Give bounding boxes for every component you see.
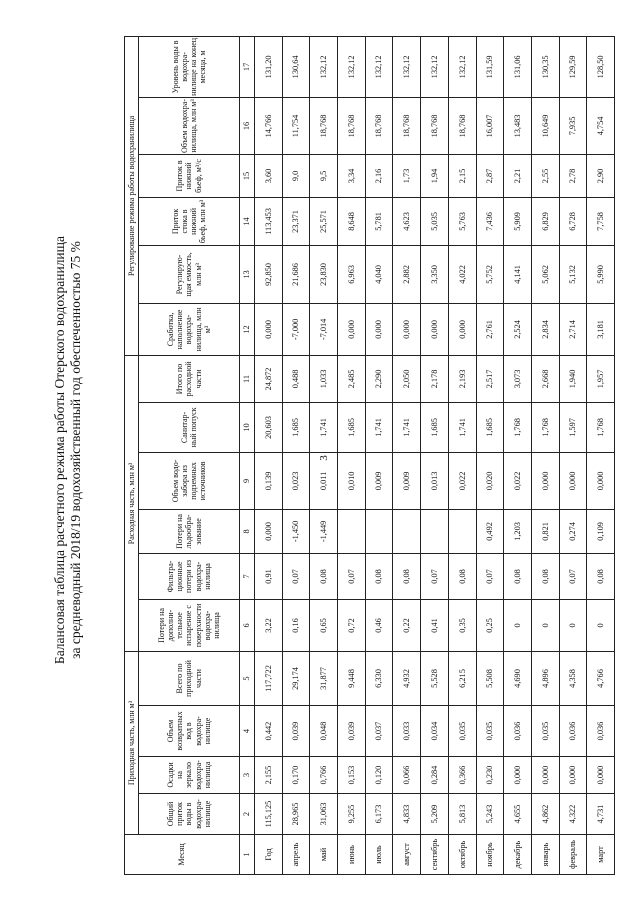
column-header-row — [139, 36, 240, 874]
col-header: Фильтра- ционные потери из водохра- нилища — [139, 553, 240, 599]
table-cell: 2,524 — [504, 303, 532, 355]
column-number-cell: 14 — [240, 197, 255, 245]
table-cell: 0,036 — [587, 706, 615, 757]
column-number-cell: 1 — [240, 835, 255, 875]
table-cell: 28,965 — [282, 794, 310, 835]
column-number-row — [240, 36, 255, 874]
col-header: Объем возвратных вод в водохра- нилище — [139, 706, 240, 757]
table-cell: 0,033 — [393, 706, 421, 757]
table-cell: 2,87 — [476, 154, 504, 197]
table-cell: 1,741 — [365, 402, 393, 452]
table-cell: 2,55 — [531, 154, 559, 197]
table-cell: 0,036 — [559, 706, 587, 757]
table-cell: 21,686 — [282, 245, 310, 303]
table-cell: 16,007 — [476, 97, 504, 154]
page-number: 3 — [318, 455, 330, 461]
table-cell: 0 — [587, 599, 615, 651]
table-cell: 0,492 — [476, 509, 504, 553]
table-cell: 0,230 — [476, 757, 504, 794]
table-cell: 0,07 — [421, 553, 449, 599]
col-header-month: Месяц — [125, 835, 240, 875]
table-cell: 9,0 — [282, 154, 310, 197]
table-cell: 4,862 — [531, 794, 559, 835]
table-cell: 0,274 — [559, 509, 587, 553]
column-number-cell: 4 — [240, 706, 255, 757]
table-cell: 4,040 — [365, 245, 393, 303]
table-cell: -7,014 — [310, 303, 338, 355]
table-cell — [338, 509, 366, 553]
table-cell: 0,08 — [393, 553, 421, 599]
table-cell: 29,174 — [282, 651, 310, 705]
table-cell: 1,685 — [421, 402, 449, 452]
table-cell: 5,528 — [421, 651, 449, 705]
month-cell: октябрь — [448, 835, 476, 875]
table-cell: 18,768 — [365, 97, 393, 154]
table-cell: 5,243 — [476, 794, 504, 835]
table-cell: 0,41 — [421, 599, 449, 651]
table-cell: 1,685 — [476, 402, 504, 452]
table-cell: 0,000 — [504, 757, 532, 794]
table-cell: 11,754 — [282, 97, 310, 154]
table-cell: 1,957 — [587, 355, 615, 402]
table-cell: 24,872 — [255, 355, 283, 402]
column-number-cell: 6 — [240, 599, 255, 651]
col-header: Регулирую- щая емкость, млн м³ — [139, 245, 240, 303]
table-cell: 8,648 — [338, 197, 366, 245]
month-cell: февраль — [559, 835, 587, 875]
table-cell: 4,022 — [448, 245, 476, 303]
table-cell: 0,153 — [338, 757, 366, 794]
table-cell: 0,000 — [448, 303, 476, 355]
table-cell: 5,763 — [448, 197, 476, 245]
table-cell: 0,139 — [255, 452, 283, 509]
table-row — [531, 36, 559, 874]
table-cell: 0,35 — [448, 599, 476, 651]
table-cell: 0,08 — [310, 553, 338, 599]
table-cell: 0 — [559, 599, 587, 651]
column-number-cell: 2 — [240, 794, 255, 835]
table-cell: 132,12 — [365, 36, 393, 97]
table-cell: 6,330 — [365, 651, 393, 705]
col-header: Всего по приходной части — [139, 651, 240, 705]
col-header: Санитар- ный попуск — [139, 402, 240, 452]
month-cell: январь — [531, 835, 559, 875]
table-cell: 9,255 — [338, 794, 366, 835]
table-cell: 0,000 — [255, 509, 283, 553]
month-cell: август — [393, 835, 421, 875]
table-cell: 2,834 — [531, 303, 559, 355]
table-cell: 0,07 — [338, 553, 366, 599]
table-cell: 18,768 — [448, 97, 476, 154]
group-header-row — [125, 36, 139, 874]
table-cell: 10,649 — [531, 97, 559, 154]
table-cell: 23,830 — [310, 245, 338, 303]
document-subtitle: за средневодный 2018/19 водохозяйственный год обеспеченностью 75 % — [68, 241, 83, 659]
table-cell: 0,46 — [365, 599, 393, 651]
table-cell: 0,010 — [338, 452, 366, 509]
group-header-expense: Расходная часть, млн м³ — [125, 355, 139, 651]
table-cell: 0,037 — [365, 706, 393, 757]
month-cell: июнь — [338, 835, 366, 875]
table-cell: 0,039 — [338, 706, 366, 757]
table-cell: 1,94 — [421, 154, 449, 197]
table-cell: 92,850 — [255, 245, 283, 303]
table-cell: 3,073 — [504, 355, 532, 402]
table-cell: 1,203 — [504, 509, 532, 553]
table-cell: 0,000 — [393, 303, 421, 355]
table-cell: 132,12 — [338, 36, 366, 97]
table-cell: 0,009 — [365, 452, 393, 509]
table-cell: 2,15 — [448, 154, 476, 197]
column-number-cell: 15 — [240, 154, 255, 197]
table-cell: 0,000 — [531, 452, 559, 509]
table-cell: 0,442 — [255, 706, 283, 757]
table-row — [393, 36, 421, 874]
column-number-cell: 17 — [240, 36, 255, 97]
table-cell: 0,009 — [393, 452, 421, 509]
column-number-cell: 9 — [240, 452, 255, 509]
table-cell: 1,768 — [531, 402, 559, 452]
col-header: Приток стока в нижний бьеф, млн м³ — [139, 197, 240, 245]
table-cell: 0,65 — [310, 599, 338, 651]
table-cell: 0,000 — [559, 452, 587, 509]
table-cell: 0,000 — [421, 303, 449, 355]
table-cell: 2,78 — [559, 154, 587, 197]
month-cell: ноябрь — [476, 835, 504, 875]
table-cell: 131,20 — [255, 36, 283, 97]
table-row — [255, 36, 283, 874]
table-cell: 130,64 — [282, 36, 310, 97]
table-cell — [365, 509, 393, 553]
table-cell: 3,181 — [587, 303, 615, 355]
table-cell: 0,022 — [448, 452, 476, 509]
table-cell: 0,07 — [476, 553, 504, 599]
table-cell: 4,322 — [559, 794, 587, 835]
table-cell: 4,754 — [587, 97, 615, 154]
table-cell: 1,741 — [393, 402, 421, 452]
column-number-cell: 5 — [240, 651, 255, 705]
month-cell: май — [310, 835, 338, 875]
table-cell: 25,571 — [310, 197, 338, 245]
table-cell: 115,125 — [255, 794, 283, 835]
table-cell: 4,623 — [393, 197, 421, 245]
table-cell: 4,358 — [559, 651, 587, 705]
table-cell: 1,685 — [282, 402, 310, 452]
table-row — [476, 36, 504, 874]
table-cell: 2,485 — [338, 355, 366, 402]
table-cell: 6,963 — [338, 245, 366, 303]
table-cell: 20,603 — [255, 402, 283, 452]
col-header: Осадки на зеркало водохра- нилища — [139, 757, 240, 794]
table-cell: 14,766 — [255, 97, 283, 154]
table-cell: 2,155 — [255, 757, 283, 794]
column-number-cell: 3 — [240, 757, 255, 794]
table-cell: 18,768 — [421, 97, 449, 154]
table-cell: 0,08 — [365, 553, 393, 599]
table-cell: 18,768 — [338, 97, 366, 154]
table-cell: 4,655 — [504, 794, 532, 835]
table-cell: 0 — [531, 599, 559, 651]
table-cell: 1,033 — [310, 355, 338, 402]
table-cell: 132,12 — [421, 36, 449, 97]
table-cell: 2,761 — [476, 303, 504, 355]
group-header-income: Приходная часть, млн м³ — [125, 651, 139, 834]
table-cell: 132,12 — [393, 36, 421, 97]
table-cell: 3,60 — [255, 154, 283, 197]
table-cell: 0,07 — [559, 553, 587, 599]
table-body — [255, 36, 615, 874]
table-cell: 5,132 — [559, 245, 587, 303]
table-cell: 5,035 — [421, 197, 449, 245]
table-cell: 131,59 — [476, 36, 504, 97]
table-cell — [421, 509, 449, 553]
table-cell: 0,000 — [559, 757, 587, 794]
table-cell: 5,781 — [365, 197, 393, 245]
table-cell: 1,597 — [559, 402, 587, 452]
table-cell: 0,08 — [448, 553, 476, 599]
table-cell: 2,714 — [559, 303, 587, 355]
table-cell: 5,752 — [476, 245, 504, 303]
table-row — [448, 36, 476, 874]
table-cell: 0,023 — [282, 452, 310, 509]
table-cell: 4,833 — [393, 794, 421, 835]
table-row — [338, 36, 366, 874]
table-cell: 7,758 — [587, 197, 615, 245]
group-header-regulation: Регулирование режима работы водохранилища — [125, 36, 139, 355]
table-cell: 0,011 — [310, 452, 338, 509]
table-cell: 0,048 — [310, 706, 338, 757]
table-cell: 0,766 — [310, 757, 338, 794]
col-header: Потери на льдообра- зование — [139, 509, 240, 553]
table-cell: 6,829 — [531, 197, 559, 245]
table-cell: 5,909 — [504, 197, 532, 245]
table-cell: 0,035 — [448, 706, 476, 757]
month-cell: Год — [255, 835, 283, 875]
table-cell: 0,07 — [282, 553, 310, 599]
table-cell: 4,141 — [504, 245, 532, 303]
column-number-cell: 12 — [240, 303, 255, 355]
table-cell: 0,039 — [282, 706, 310, 757]
column-number-cell: 8 — [240, 509, 255, 553]
col-header: Объем водохра- нилища, млн м³ — [139, 97, 240, 154]
table-cell: 2,050 — [393, 355, 421, 402]
table-cell: -1,450 — [282, 509, 310, 553]
balance-table — [124, 36, 615, 875]
table-cell: 2,668 — [531, 355, 559, 402]
table-cell: 5,508 — [476, 651, 504, 705]
column-number-cell: 13 — [240, 245, 255, 303]
table-cell: 0,109 — [587, 509, 615, 553]
month-cell: сентябрь — [421, 835, 449, 875]
table-cell: 0,034 — [421, 706, 449, 757]
table-cell: 2,90 — [587, 154, 615, 197]
table-cell: 0,16 — [282, 599, 310, 651]
table-cell: 2,193 — [448, 355, 476, 402]
table-cell: 6,728 — [559, 197, 587, 245]
column-number-cell: 11 — [240, 355, 255, 402]
table-cell: 5,990 — [587, 245, 615, 303]
table-cell: 1,741 — [310, 402, 338, 452]
table-cell: 129,59 — [559, 36, 587, 97]
col-header: Объем водо- забора из подземных источников — [139, 452, 240, 509]
month-cell: апрель — [282, 835, 310, 875]
col-header: Потери на дополни- тельное испарение с поверхности водохра- нилища — [139, 599, 240, 651]
table-cell: 2,16 — [365, 154, 393, 197]
table-cell: 130,35 — [531, 36, 559, 97]
table-cell: 2,290 — [365, 355, 393, 402]
col-header: Уровень воды в водохра- нилище на конец месяца, м — [139, 36, 240, 97]
table-cell: 0,821 — [531, 509, 559, 553]
table-cell: 0,72 — [338, 599, 366, 651]
table-row — [559, 36, 587, 874]
table-cell: 0,08 — [587, 553, 615, 599]
table-cell: 0,488 — [282, 355, 310, 402]
table-row — [504, 36, 532, 874]
table-cell: 0,000 — [531, 757, 559, 794]
table-cell: 2,21 — [504, 154, 532, 197]
col-header: Приток в нижний бьеф, м³/с — [139, 154, 240, 197]
table-cell: 132,12 — [448, 36, 476, 97]
table-cell: 128,50 — [587, 36, 615, 97]
table-cell: 18,768 — [393, 97, 421, 154]
table-cell: 0,08 — [531, 553, 559, 599]
table-row — [310, 36, 338, 874]
table-cell: 7,935 — [559, 97, 587, 154]
table-row — [365, 36, 393, 874]
table-cell: 0,000 — [338, 303, 366, 355]
table-cell: 0,08 — [504, 553, 532, 599]
table-cell: 0,066 — [393, 757, 421, 794]
table-cell: 3,34 — [338, 154, 366, 197]
table-cell: 1,73 — [393, 154, 421, 197]
table-cell: 6,173 — [365, 794, 393, 835]
table-row — [421, 36, 449, 874]
table-cell: 9,448 — [338, 651, 366, 705]
month-cell: июль — [365, 835, 393, 875]
table-cell: 3,22 — [255, 599, 283, 651]
table-cell: 0,035 — [476, 706, 504, 757]
table-cell: 0,22 — [393, 599, 421, 651]
table-cell: 0,91 — [255, 553, 283, 599]
table-cell: 5,209 — [421, 794, 449, 835]
table-cell: -7,000 — [282, 303, 310, 355]
table-cell: 132,12 — [310, 36, 338, 97]
table-cell: 5,062 — [531, 245, 559, 303]
col-header: Общий приток воды в водохра- нилище — [139, 794, 240, 835]
column-number-cell: 7 — [240, 553, 255, 599]
table-cell: 1,685 — [338, 402, 366, 452]
table-cell: 0,25 — [476, 599, 504, 651]
table-cell: 0,366 — [448, 757, 476, 794]
table-cell — [448, 509, 476, 553]
table-cell: 0,035 — [531, 706, 559, 757]
col-header: Сработка, наполнение водохра- нилища, млн м³ — [139, 303, 240, 355]
table-cell: 31,877 — [310, 651, 338, 705]
table-cell: 131,06 — [504, 36, 532, 97]
table-cell: 7,436 — [476, 197, 504, 245]
table-cell: 0,036 — [504, 706, 532, 757]
table-cell: 6,215 — [448, 651, 476, 705]
table-cell: 2,882 — [393, 245, 421, 303]
document-title: Балансовая таблица расчетного режима работы Отерского водохранилища — [52, 235, 67, 665]
table-cell: 1,768 — [504, 402, 532, 452]
table-cell: 0,120 — [365, 757, 393, 794]
table-cell: 4,731 — [587, 794, 615, 835]
month-cell: декабрь — [504, 835, 532, 875]
table-cell: 1,768 — [587, 402, 615, 452]
column-number-cell: 10 — [240, 402, 255, 452]
table-cell: 0,170 — [282, 757, 310, 794]
table-cell: 0,284 — [421, 757, 449, 794]
table-cell: 2,178 — [421, 355, 449, 402]
table-cell: 0,020 — [476, 452, 504, 509]
table-cell: 0,013 — [421, 452, 449, 509]
table-cell: 13,483 — [504, 97, 532, 154]
table-cell: 0,000 — [587, 757, 615, 794]
table-cell: 1,940 — [559, 355, 587, 402]
table-row — [587, 36, 615, 874]
table-cell: 2,517 — [476, 355, 504, 402]
table-cell — [393, 509, 421, 553]
table-cell: 117,722 — [255, 651, 283, 705]
table-cell: 4,932 — [393, 651, 421, 705]
table-cell: 4,690 — [504, 651, 532, 705]
table-cell: -1,449 — [310, 509, 338, 553]
table-cell: 3,350 — [421, 245, 449, 303]
table-cell: 0,022 — [504, 452, 532, 509]
table-cell: 31,063 — [310, 794, 338, 835]
table-cell: 5,813 — [448, 794, 476, 835]
table-cell: 113,453 — [255, 197, 283, 245]
table-cell: 4,766 — [587, 651, 615, 705]
col-header: Итого по расходной части — [139, 355, 240, 402]
column-number-cell: 16 — [240, 97, 255, 154]
table-cell: 4,896 — [531, 651, 559, 705]
table-cell: 0 — [504, 599, 532, 651]
table-cell: 18,768 — [310, 97, 338, 154]
table-cell: 1,741 — [448, 402, 476, 452]
table-cell: 23,371 — [282, 197, 310, 245]
table-cell: 0,000 — [365, 303, 393, 355]
table-cell: 9,5 — [310, 154, 338, 197]
month-cell: март — [587, 835, 615, 875]
table-cell: 0,000 — [255, 303, 283, 355]
table-row — [282, 36, 310, 874]
table-cell: 0,000 — [587, 452, 615, 509]
